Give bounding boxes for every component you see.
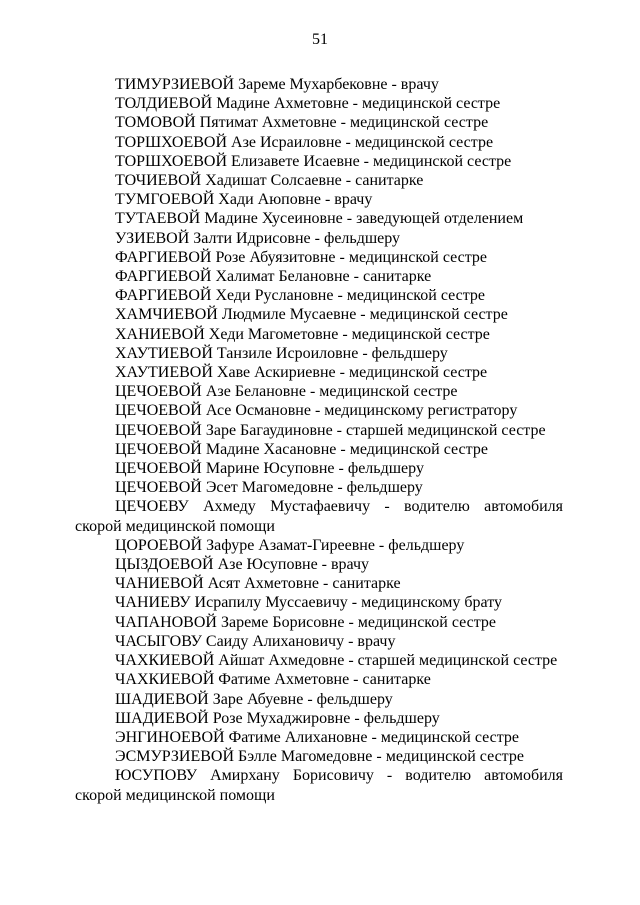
list-item: ТУМГОЕВОЙ Хади Аюповне - врачу [115, 191, 373, 209]
list-item-continuation: скорой медицинской помощи [75, 517, 275, 535]
list-item: ЧАХКИЕВОЙ Айшат Ахмедовне - старшей медицинской сестре [115, 652, 558, 670]
list-item: ХАМЧИЕВОЙ Людмиле Мусаевне - медицинской сестре [115, 306, 508, 324]
list-item-line: ЦЕЧОЕВУ Ахмеду Мустафаевичу - водителю автомобиля [115, 498, 563, 516]
list-item: ЭСМУРЗИЕВОЙ Бэлле Магомедовне - медицинской сестре [115, 748, 524, 766]
list-item: ШАДИЕВОЙ Розе Мухаджировне - фельдшеру [115, 709, 440, 727]
list-item: ХАУТИЕВОЙ Хаве Аскириевне - медицинской сестре [115, 364, 488, 382]
list-item: ТОРШХОЕВОЙ Елизавете Исаевне - медицинской сестре [115, 152, 512, 170]
list-item: ЭНГИНОЕВОЙ Фатиме Алихановне - медицинской сестре [115, 728, 520, 746]
list-item: ТОРШХОЕВОЙ Азе Исраиловне - медицинской сестре [115, 133, 494, 151]
list-item-wrapped [75, 766, 563, 804]
list-item-wrapped [75, 497, 563, 535]
list-item: ФАРГИЕВОЙ Хеди Руслановне - медицинской сестре [115, 287, 486, 305]
list-item: ТОЧИЕВОЙ Хадишат Солсаевне - санитарке [115, 172, 424, 190]
list-item: ЧАНИЕВУ Исрапилу Муссаевичу - медицинскому брату [115, 594, 503, 612]
list-item: ФАРГИЕВОЙ Халимат Белановне - санитарке [115, 268, 432, 286]
list-item: ШАДИЕВОЙ Заре Абуевне - фельдшеру [115, 690, 393, 708]
list-item: ЦЕЧОЕВОЙ Асе Османовне - медицинскому регистратору [115, 402, 518, 420]
list-item: ЧАСЫГОВУ Саиду Алихановичу - врачу [115, 632, 396, 650]
list-item: ТИМУРЗИЕВОЙ Зареме Мухарбековне - врачу [115, 76, 439, 93]
list-item: ТОМОВОЙ Пятимат Ахметовне - медицинской сестре [115, 114, 489, 132]
list-item-continuation: скорой медицинской помощи [75, 786, 275, 804]
list-item: ЦЕЧОЕВОЙ Мадине Хасановне - медицинской сестре [115, 440, 488, 458]
list-item: ЧАПАНОВОЙ Зареме Борисовне - медицинской сестре [115, 613, 497, 631]
list-item: ЧАХКИЕВОЙ Фатиме Ахметовне - санитарке [115, 671, 431, 689]
list-item: ЦЕЧОЕВОЙ Азе Белановне - медицинской сестре [115, 383, 458, 401]
list-item: ЦОРОЕВОЙ Зафуре Азамат-Гиреевне - фельдшеру [115, 536, 465, 554]
list-item: ЦЕЧОЕВОЙ Эсет Магомедовне - фельдшеру [115, 479, 423, 497]
page-number: 51 [312, 31, 328, 48]
list-item: ЦЫЗДОЕВОЙ Азе Юсуповне - врачу [115, 556, 370, 574]
list-item: ФАРГИЕВОЙ Розе Абуязитовне - медицинской сестре [115, 248, 488, 266]
list-item: ЦЕЧОЕВОЙ Заре Багаудиновне - старшей медицинской сестре [115, 421, 546, 439]
list-item: УЗИЕВОЙ Залти Идрисовне - фельдшеру [115, 229, 401, 247]
list-item-line: ЮСУПОВУ Амирхану Борисовичу - водителю автомобиля [115, 767, 563, 785]
list-item: ХАНИЕВОЙ Хеди Магометовне - медицинской сестре [115, 325, 490, 343]
entry-list [75, 75, 563, 805]
list-item: ЦЕЧОЕВОЙ Марине Юсуповне - фельдшеру [115, 460, 424, 478]
list-item: ХАУТИЕВОЙ Танзиле Исроиловне - фельдшеру [115, 344, 448, 362]
list-item: ЧАНИЕВОЙ Асят Ахметовне - санитарке [115, 575, 401, 593]
list-item: ТУТАЕВОЙ Мадине Хусеиновне - заведующей отделением [115, 210, 524, 228]
list-item: ТОЛДИЕВОЙ Мадине Ахметовне - медицинской сестре [115, 95, 501, 113]
